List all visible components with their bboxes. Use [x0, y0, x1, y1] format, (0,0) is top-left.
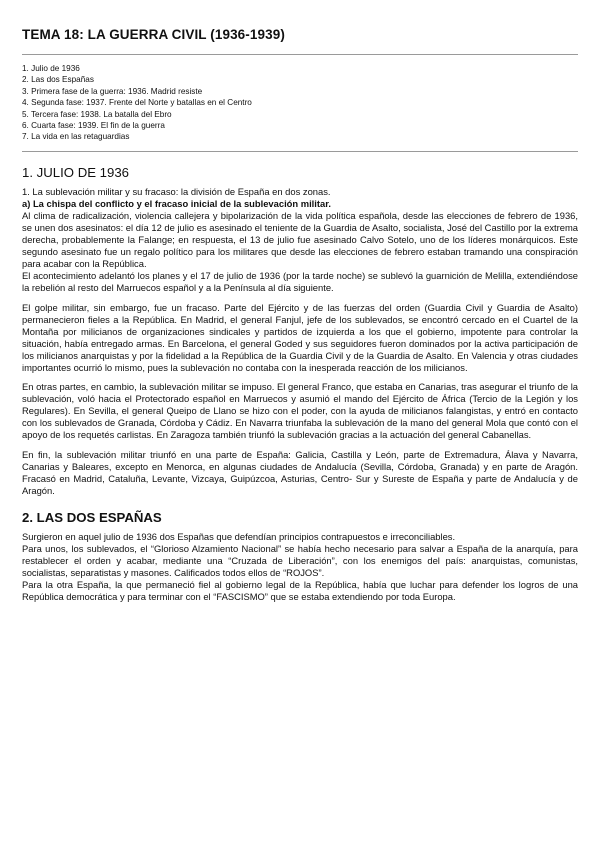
toc-item: 1. Julio de 1936	[22, 64, 80, 73]
toc-item: 6. Cuarta fase: 1939. El fin de la guerra	[22, 121, 165, 131]
section-2-paragraph-3: Para la otra España, la que permaneció fiel al gobierno legal de la República, había que luchar para defender los logros de una República democrática y para terminar con el “FASCISMO” que se estaba extendiendo por toda Europa.	[22, 579, 578, 603]
section-1-subheading-a: a) La chispa del conflicto y el fracaso inicial de la sublevación militar.	[22, 197, 331, 209]
section-1-paragraph-1: Al clima de radicalización, violencia callejera y bipolarización de la vida política española, desde las elecciones de febrero de 1936, se unen dos asesinatos: el día 12 de julio es asesinado el teniente de la Guardia de Asalto, socialista, José del Castillo por la extrema derecha, probablemente la Falange; en respuesta, el 13 de julio fue asesinado Calvo Sotelo, uno de los líderes monárquicos. Este segundo asesinato fue un regalo político para los militares que desde las elecciones de febrero estaban tramando una conspiración para acabar con la República.	[22, 209, 578, 270]
table-of-contents	[22, 55, 578, 151]
section-2-paragraph-1: Surgieron en aquel julio de 1936 dos Españas que defendían principios contrapuestos e irreconciliables.	[22, 530, 456, 542]
toc-divider	[22, 151, 578, 152]
section-1-paragraph-4: En otras partes, en cambio, la sublevación militar se impuso. El general Franco, que estaba en Canarias, tras asegurar el triunfo de la sublevación, voló hacia el Protectorado español en Marruecos y asumió el mando del Ejército de África (Tercio de la Legión y los Regulares). En Sevilla, el general Queipo de Llano se hizo con el poder, con la ayuda de milicianos falangistas, y entró en contacto con los sublevados de Granada, Córdoba y Cádiz. En Navarra triunfaba la sublevación de la mano del general Mola que contó con el apoyo de los requetés carlistas. En Zaragoza también triunfó la sublevación gracias a la actuación del general Cabanellas.	[22, 381, 578, 441]
toc-item: 4. Segunda fase: 1937. Frente del Norte y batallas en el Centro	[22, 98, 252, 108]
document-title: TEMA 18: LA GUERRA CIVIL (1936-1939)	[22, 27, 285, 42]
section-1-paragraph-2: El acontecimiento adelantó los planes y el 17 de julio de 1936 (por la tarde noche) se sublevó la guarnición de Melilla, extendiéndose la rebelión al resto del Marruecos español y a la Península al día siguiente.	[22, 270, 578, 294]
toc-item: 3. Primera fase de la guerra: 1936. Madrid resiste	[22, 86, 203, 96]
section-2-heading: 2. LAS DOS ESPAÑAS	[22, 509, 162, 525]
section-1-subheading: 1. La sublevación militar y su fracaso: la división de España en dos zonas.	[22, 185, 331, 197]
section-1-paragraph-5: En fin, la sublevación militar triunfó en una parte de España: Galicia, Castilla y León, parte de Extremadura, Álava y Navarra, Canarias y Baleares, excepto en Menorca, en algunas ciudades de Andalucía (Sevilla, Córdoba, Granada) y en parte de Aragón. Fracasó en Madrid, Cataluña, Levante, Vizcaya, Guipúzcoa, Asturias, Centro- Sur y Sureste de España y parte de Andalucía y de Aragón.	[22, 448, 578, 496]
section-1-paragraph-3: El golpe militar, sin embargo, fue un fracaso. Parte del Ejército y de las fuerzas del orden (Guardia Civil y Guardia de Asalto) permanecieron fieles a la República. En Madrid, el general Fanjul, jefe de los sublevados, se encontró cercado en el Cuartel de la Montaña por milicianos de organizaciones sindicales y partidos de izquierda a los que el gobierno, impotente para controlar la situación, había entregado armas. En Barcelona, el general Goded y sus seguidores fueron dominados por la activa participación de los milicianos anarquistas y por la fidelidad a la República de la Guardia Civil y de la Guardia de Asalto. En Valencia y otras ciudades importantes ocurrió lo mismo, pues la sublevación no contaba con la inesperada reacción de los milicianos.	[22, 301, 578, 373]
section-2-paragraph-2: Para unos, los sublevados, el “Glorioso Alzamiento Nacional” se había hecho necesario para salvar a España de la anarquía, para restablecer el orden y acabar, mediante una “Cruzada de Liberación”, con los enemigos del país: anarquistas, comunistas, socialistas, separatistas y masones. Calificados todos ellos de “ROJOS”.	[22, 543, 578, 579]
toc-item: 2. Las dos Españas	[22, 75, 94, 85]
section-1-heading: 1. JULIO DE 1936	[22, 164, 130, 180]
toc-item: 5. Tercera fase: 1938. La batalla del Ebro	[22, 109, 172, 119]
toc-item: 7. La vida en las retaguardias	[22, 132, 130, 142]
